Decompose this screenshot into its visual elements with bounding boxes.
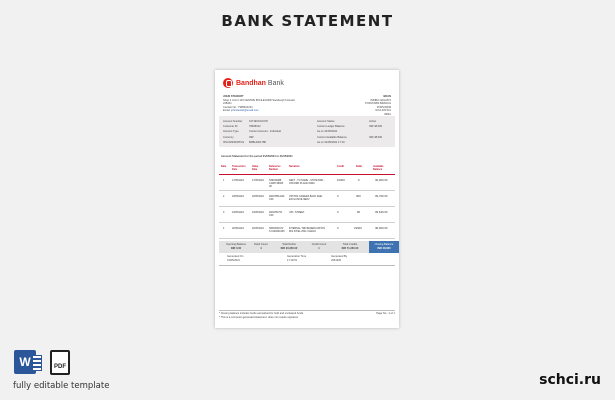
customer-contact: Contact No.: 7985461234 [223, 105, 253, 109]
account-field: As on 31/05/2021 17:19 [317, 140, 345, 144]
info-cell: Generation Time 17:19:51 [287, 255, 307, 262]
bank-logo-icon [223, 78, 233, 88]
customer-name: JOHN STEWART [223, 95, 244, 98]
bank-logo [223, 78, 284, 88]
generation-info-row [219, 253, 395, 266]
statement-footer [219, 310, 395, 319]
column-header: Debit [356, 165, 362, 168]
branch-line: PORVORIM [376, 105, 391, 109]
file-format-badges [14, 350, 70, 375]
statement-period: Account Statement for the period 01/05/2021 to 31/05/2021 [221, 155, 293, 158]
closing-balance-value: INR 48,000 [377, 246, 391, 250]
info-cell: Generated On 31/05/2021 [227, 255, 244, 262]
customer-email-line [223, 109, 295, 113]
account-field: Account Number 0171901313178 [223, 120, 268, 123]
table-row: 2 18/05/2021 18/05/2021 400078611191 C40 UPI/TRF CAMERA BACK FEE/ EXCLUSIVE SERV 0 300 39,700.00 [219, 191, 395, 207]
table-row: 4 20/05/2021 20/05/2021 SRD0000172 S 0100000135 INTERNAL TRF BENEFICIATION M/S INTEL 2541 CARGO 0 23000 48,000.00 [219, 223, 395, 239]
account-field: Account Status Active [317, 120, 377, 123]
word-file-icon: W [14, 350, 36, 374]
account-field: Current Ledger Balance INR 48,000 [317, 125, 383, 129]
email-label: Email: [223, 109, 231, 113]
bank-name: Bandhan Bank [236, 79, 284, 87]
table-row: 3 19/05/2021 19/05/2021 4000781761 C40 UPI / STREET 0 60 39,640.00 [219, 207, 395, 223]
branch-line: INDIRA NAGAR 5 [370, 98, 391, 102]
column-header: Transaction Date [232, 165, 246, 171]
account-field: IFSC/MICR/RTGS BDBL0001788 [223, 140, 266, 144]
summary-cell: Debit Count 4 [254, 243, 268, 250]
table-row: 1 17/05/2021 17/05/2021 S39154988 C12BY48003 09 NEFT - TO NAME - STATE BNK - OXFORD PLACE INDIA 10000 0 40,000.00 [219, 175, 395, 191]
summary-cell: Credit Count 1 [311, 243, 327, 250]
brand-watermark: schci.ru [539, 372, 601, 388]
column-header: Narration [289, 165, 300, 168]
account-summary-block [219, 116, 395, 147]
customer-city: 228321 [223, 102, 232, 106]
info-cell: Generated By 2061200 [331, 255, 348, 262]
transactions-header [219, 165, 395, 175]
summary-cell: Total Debits INR 23,360.00 [280, 243, 298, 250]
branch-line: GOA 403 521 [375, 109, 391, 113]
account-field: Currency INR [223, 135, 254, 139]
account-field: Account Type Current Account - Individual [223, 130, 281, 134]
column-header: Available Balance [373, 165, 384, 171]
closing-balance-label: Closing Balance [374, 243, 394, 246]
branch-details [365, 95, 391, 117]
statement-document [215, 70, 399, 328]
column-header: Credit [337, 165, 344, 168]
account-field: Customer ID 78945612 [223, 125, 261, 129]
customer-address: Shop 4 Unit 3 123 CENTRE BOULEVARD Saraburgh Forestel [223, 98, 295, 102]
account-right-column [317, 120, 382, 146]
account-left-column [223, 120, 281, 146]
customer-details [223, 95, 295, 113]
column-header: Value Date [252, 165, 259, 171]
branch-label: BRAN [383, 95, 391, 98]
column-header: Date [221, 165, 227, 168]
footer-note: * Closing balance includes funds earmarked for hold and uncleared funds [219, 312, 304, 315]
closing-balance-box [369, 241, 399, 253]
footer-note: * This is a computer-generated statement; does not require signature [219, 315, 299, 319]
summary-cell: Opening Balance INR 0.00 [226, 243, 246, 250]
pdf-file-icon: PDF [50, 350, 70, 375]
column-header: Reference Number [269, 165, 281, 171]
summary-cell: Total Credits INR 71,360.00 [341, 243, 359, 250]
branch-line: INDIA [384, 112, 391, 116]
branch-line: PORVORIM BRANCH [365, 102, 391, 106]
page-title: BANK STATEMENT [221, 12, 394, 30]
customer-email[interactable]: johnstewart@email.com [230, 109, 259, 113]
page-number: Page No.: 1 of 1 [376, 312, 395, 315]
tagline: fully editable template [13, 381, 110, 391]
account-field: As on 31/05/2021 [317, 130, 338, 134]
account-field: Current Available Balance INR 48,000 [317, 135, 383, 139]
